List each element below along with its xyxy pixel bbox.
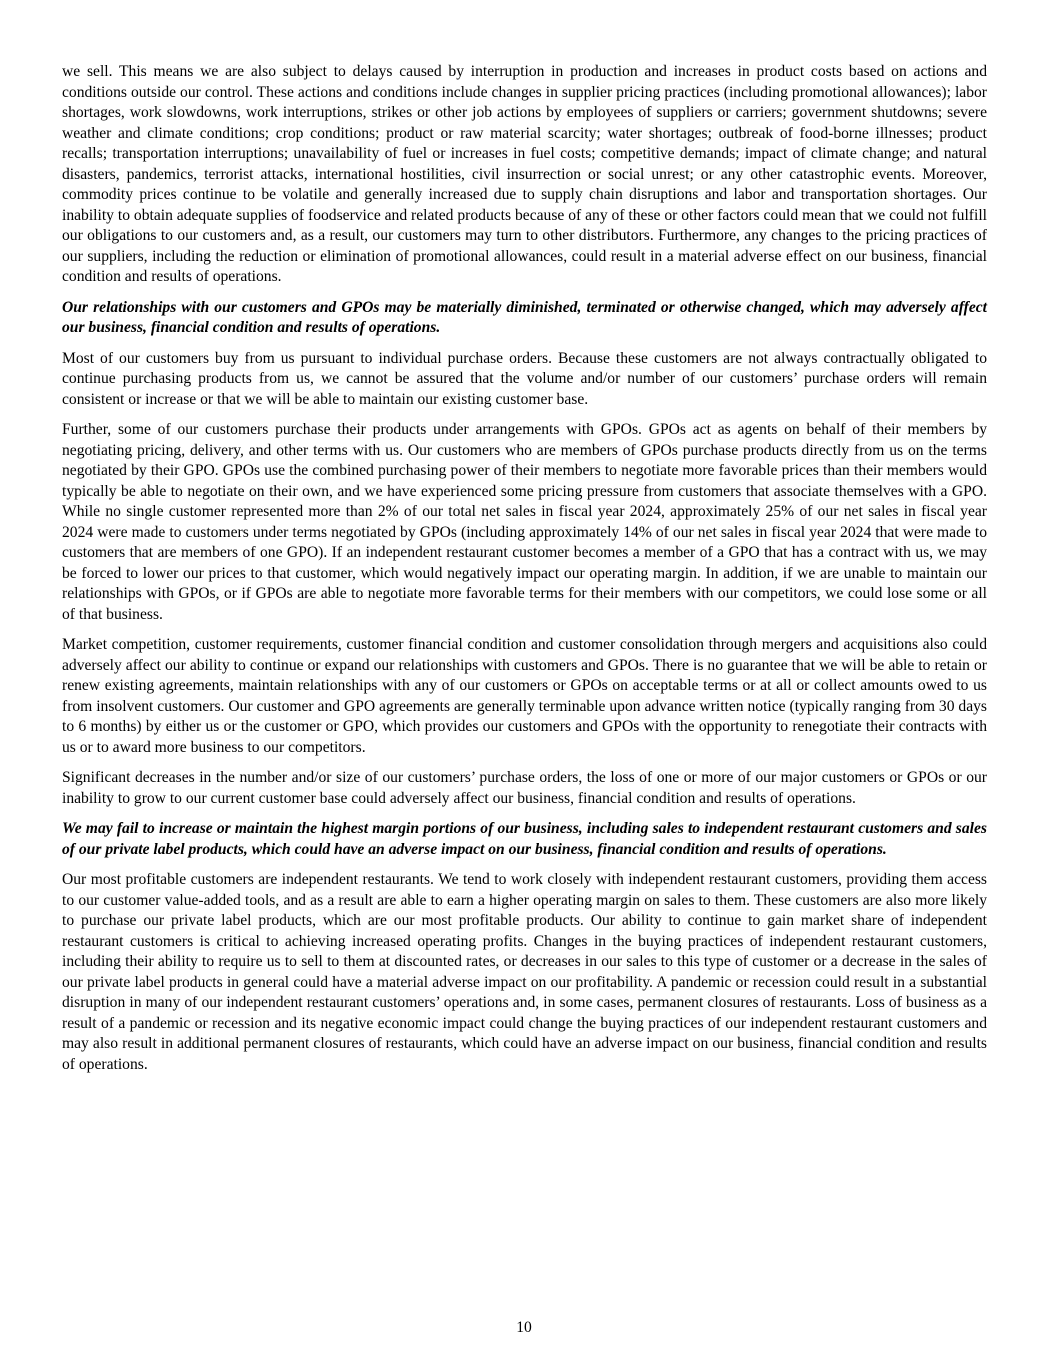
paragraph-significant-decreases: Significant decreases in the number and/or size of our customers’ purchase orders, the loss of one or more of our major customers or GPOs or our inability to grow to our current customer base could adversely affect our business, financial condition and results of operations. bbox=[62, 769, 987, 807]
page-number: 10 bbox=[516, 1319, 532, 1336]
paragraph-purchase-orders: Most of our customers buy from us pursuant to individual purchase orders. Because these customers are not always contractually obligated to continue purchasing products from us, we cannot be assured that the volume and/or number of our customers’ purchase orders will remain consistent or increase or that we will be able to maintain our existing customer base. bbox=[62, 349, 987, 408]
heading-customer-gpo-relationships: Our relationships with our customers and GPOs may be materially diminished, terminated or otherwise changed, which may adversely affect our business, financial condition and results of operations. bbox=[62, 298, 987, 336]
paragraph-gpo-arrangements: Further, some of our customers purchase their products under arrangements with GPOs. GPOs act as agents on behalf of their members by negotiating pricing, delivery, and other terms with us. Our customers who are members of GPOs purchase products directly from us on the terms negotiated by their GPO. GPOs use the combined purchasing power of their members to negotiate more favorable prices than their members would typically be able to negotiate on their own, and we have experienced some pricing pressure from customers that associate themselves with a GPO. While no single customer represented more than 2% of our total net sales in fiscal year 2024, approximately 25% of our net sales in fiscal year 2024 were made to customers under terms negotiated by GPOs (including approximately 14% of our net sales in fiscal year 2024 that were made to customers that are members of one GPO). If an independent restaurant customer becomes a member of a GPO that has a contract with us, we may be forced to lower our prices to that customer, which would negatively impact our operating margin. In addition, if we are unable to maintain our relationships with GPOs, or if GPOs are able to negotiate more favorable terms for their members with our competitors, we could lose some or all of that business. bbox=[62, 421, 987, 623]
paragraph-supply-interruptions: we sell. This means we are also subject to delays caused by interruption in production and increases in product costs based on actions and conditions outside our control. These actions and conditions include changes in supplier pricing practices (including promotional allowances); labor shortages, work slowdowns, work interruptions, strikes or other job actions by employees of suppliers or carriers; government shutdowns; severe weather and climate conditions; crop conditions; product or raw material scarcity; water shortages; outbreak of food-borne illnesses; product recalls; transportation interruptions; unavailability of fuel or increases in fuel costs; competitive demands; impact of climate change; and natural disasters, pandemics, terrorist attacks, international hostilities, civil insurrection or social unrest; or any other catastrophic events. Moreover, commodity prices continue to be volatile and generally increased due to supply chain disruptions and labor and transportation shortages. Our inability to obtain adequate supplies of foodservice and related products because of any of these or other factors could mean that we could not fulfill our obligations to our customers and, as a result, our customers may turn to other distributors. Furthermore, any changes to the pricing practices of our suppliers, including the reduction or elimination of promotional allowances, could result in a material adverse effect on our business, financial condition and results of operations. bbox=[62, 63, 987, 285]
paragraph-market-competition: Market competition, customer requirements, customer financial condition and customer consolidation through mergers and acquisitions also could adversely affect our ability to continue or expand our relationships with customers and GPOs. There is no guarantee that we will be able to retain or renew existing agreements, maintain relationships with any of our customers or GPOs on acceptable terms or at all or collect amounts owed to us from insolvent customers. Our customer and GPO agreements are generally terminable upon advance written notice (typically ranging from 30 days to 6 months) by either us or the customer or GPO, which provides our customers and GPOs with the opportunity to renegotiate their contracts with us or to award more business to our competitors. bbox=[62, 636, 987, 756]
paragraph-independent-restaurants: Our most profitable customers are independent restaurants. We tend to work closely with independent restaurant customers, providing them access to our customer value-added tools, and as a result are able to earn a higher operating margin on sales to them. These customers are also more likely to purchase our private label products, which are our most profitable products. Our ability to continue to gain market share of independent restaurant customers is critical to achieving increased operating profits. Changes in the buying practices of independent restaurant customers, including their ability to require us to sell to them at discounted rates, or decreases in our sales to this type of customer or a decrease in the sales of our private label products in general could have a material adverse impact on our profitability. A pandemic or recession could result in a substantial disruption in many of our independent restaurant customers’ operations and, in some cases, permanent closures of restaurants. Loss of business as a result of a pandemic or recession and its negative economic impact could change the buying practices of our independent restaurant customers and may also result in additional permanent closures of restaurants, which could have an adverse impact on our business, financial condition and results of operations. bbox=[62, 871, 987, 1073]
heading-highest-margin-portions: We may fail to increase or maintain the highest margin portions of our business, including sales to independent restaurant customers and sales of our private label products, which could have an adverse impact on our business, financial condition and results of operations. bbox=[62, 820, 987, 858]
document-page bbox=[62, 62, 987, 1085]
